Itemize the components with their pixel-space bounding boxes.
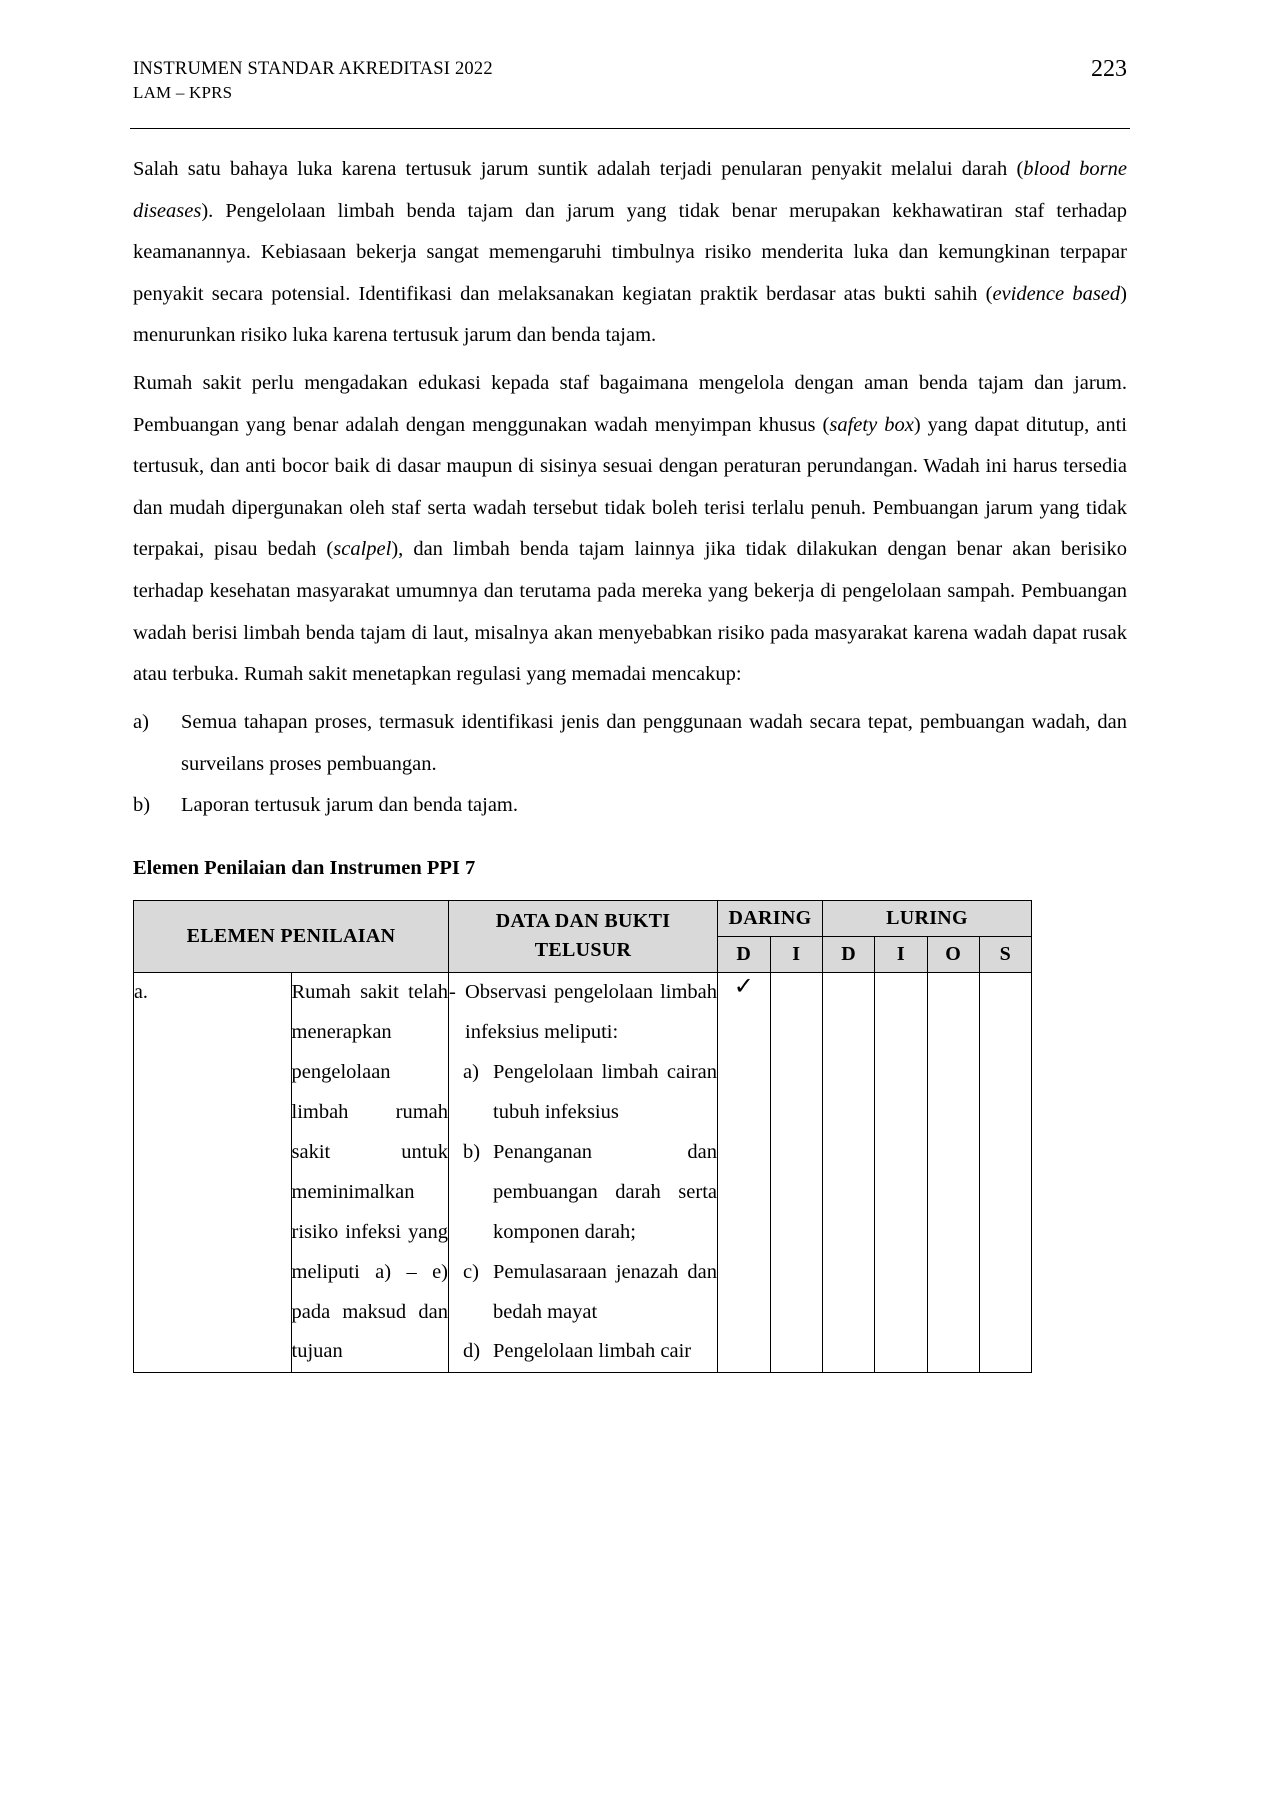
paragraph-2-part-c: ), dan limbah benda tajam lainnya jika tidak dilakukan dengan benar akan berisiko terhadap kesehatan masyarakat umumnya dan terutama pada mereka yang bekerja di pengelolaan sampah. Pembuangan wadah berisi limbah benda tajam di laut, misalnya akan menyebabkan risiko pada masyarakat karena wadah dapat rusak atau terbuka. Rumah sakit menetapkan regulasi yang memadai mencakup: [133,538,1127,686]
row-index: a. [134,972,292,1373]
data-sub-item [463,1133,717,1253]
document-subtitle: LAM – KPRS [133,82,233,102]
header-luring-s: S [979,936,1031,972]
header-title-block [133,58,493,103]
header-luring-d: D [823,936,875,972]
data-sub-item [463,1253,717,1333]
list-item [133,702,1127,785]
row-data-bukti-telusur [449,972,718,1373]
data-sub-item [463,1053,717,1133]
paragraph-2-italic-2: scalpel [333,538,392,561]
header-luring: LURING [823,900,1032,936]
header-data-bukti-telusur [449,900,718,972]
list-item [133,785,1127,827]
data-sub-item-text: Pemulasaraan jenazah dan bedah mayat [493,1260,717,1323]
list-item-text: Semua tahapan proses, termasuk identifikasi jenis dan penggunaan wadah secara tepat, pembuangan wadah, dan surveilans proses pembuangan. [181,710,1127,775]
cell-daring-d[interactable]: ✓ [718,972,771,1373]
cell-luring-s[interactable] [979,972,1031,1373]
list-item-marker: b) [133,794,151,817]
cell-daring-i[interactable] [770,972,823,1373]
paragraph-1-italic-2: evidence based [992,282,1121,305]
header-luring-i: I [875,936,927,972]
header-data-bukti-line1: DATA DAN BUKTI [495,910,671,933]
data-sub-item-marker: c) [463,1260,479,1283]
table-header-row-1 [134,900,1032,936]
paragraph-1-part-c: ) menurunkan risiko luka karena tertusuk jarum dan benda tajam. [133,282,1127,347]
paragraph-1 [133,149,1127,357]
page-header [133,58,1127,116]
cell-luring-i[interactable] [875,972,927,1373]
cell-luring-d[interactable] [823,972,875,1373]
paragraph-1-part-b: ). Pengelolaan limbah benda tajam dan jarum yang tidak benar merupakan kekhawatiran staf terhadap keamanannya. Kebiasaan bekerja sangat memengaruhi timbulnya risiko menderita luka dan kemungkinan terpapar penyakit secara potensial. Identifikasi dan melaksanakan kegiatan praktik berdasar atas bukti sahih ( [133,199,1127,305]
elemen-penilaian-table [133,900,1032,1374]
data-sub-item-text: Pengelolaan limbah cairan tubuh infeksius [493,1060,717,1123]
data-sub-item-marker: b) [463,1140,481,1163]
data-sub-item [463,1332,717,1372]
data-sub-item-marker: d) [463,1340,481,1363]
table-row [134,972,1032,1373]
page-number: 223 [1091,56,1127,82]
paragraph-2-italic-1: safety box [829,413,914,436]
data-sub-item-text: Pengelolaan limbah cair [493,1340,692,1363]
header-daring: DARING [718,900,823,936]
table-body [134,972,1032,1373]
table-header [134,900,1032,972]
data-lead-item [449,973,717,1053]
header-daring-d: D [718,936,771,972]
header-luring-o: O [927,936,979,972]
dash-marker: - [449,980,456,1003]
header-data-bukti-line2: TELUSUR [534,939,632,962]
document-title: INSTRUMEN STANDAR AKREDITASI 2022 [133,59,493,79]
paragraph-1-part-a: Salah satu bahaya luka karena tertusuk jarum suntik adalah terjadi penularan penyakit melalui darah ( [133,158,1024,180]
paragraph-1-italic-1: blood borne diseases [133,158,1127,222]
row-elemen-penilaian: Rumah sakit telah menerapkan pengelolaan limbah rumah sakit untuk meminimalkan risiko infeksi yang meliputi a) – e) pada maksud dan tujuan [291,972,449,1373]
data-sub-item-marker: a) [463,1060,479,1083]
paragraph-2-part-b: ) yang dapat ditutup, anti tertusuk, dan anti bocor baik di dasar maupun di sisinya sesuai dengan peraturan perundangan. Wadah ini harus tersedia dan mudah dipergunakan oleh staf serta wadah tersebut tidak boleh terisi terlalu penuh. Pembuangan jarum yang tidak terpakai, pisau bedah ( [133,413,1127,561]
header-daring-i: I [770,936,823,972]
paragraph-2-part-a: Rumah sakit perlu mengadakan edukasi kepada staf bagaimana mengelola dengan aman benda tajam dan jarum. Pembuangan yang benar adalah dengan menggunakan wadah menyimpan khusus ( [133,372,1127,436]
header-divider [130,128,1130,129]
cell-luring-o[interactable] [927,972,979,1373]
paragraph-2 [133,363,1127,696]
list-item-marker: a) [133,710,149,733]
data-sub-item-text: Penanganan dan pembuangan darah serta komponen darah; [493,1140,717,1243]
section-subheading: Elemen Penilaian dan Instrumen PPI 7 [133,856,476,879]
list-item-text: Laporan tertusuk jarum dan benda tajam. [181,794,518,817]
header-elemen-penilaian: ELEMEN PENILAIAN [134,900,449,972]
data-lead-text: Observasi pengelolaan limbah infeksius meliputi: [465,980,717,1043]
